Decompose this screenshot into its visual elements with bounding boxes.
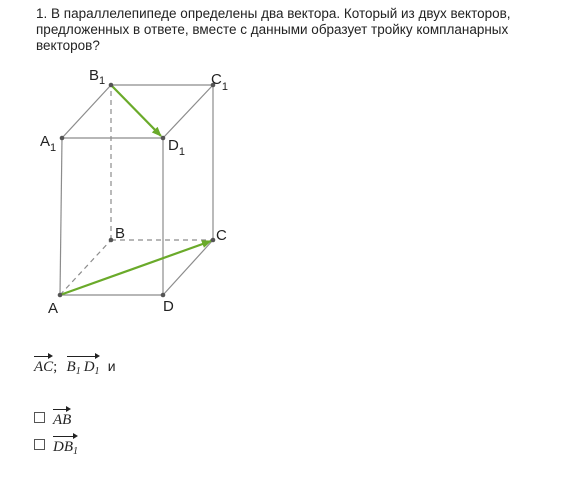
b1d1-letter-d: D bbox=[83, 359, 95, 375]
given-vector-b1d1 bbox=[67, 352, 100, 377]
edge-C1-D1 bbox=[163, 85, 213, 138]
db1-sub: 1 bbox=[73, 446, 78, 457]
question-text: 1. В параллелепипеде определены два вектора. Который из двух векторов, предложенных в ответе, вместе с данными образует тройку компланарных векторов? bbox=[36, 6, 511, 53]
visible-edges bbox=[60, 85, 213, 295]
vector-arrow-ac: AC bbox=[34, 352, 53, 376]
option-db1[interactable] bbox=[34, 432, 78, 457]
vector-arrow-b1d1 bbox=[67, 352, 100, 377]
b1d1-sub-1: 1 bbox=[75, 366, 81, 377]
vector-arrow-db1 bbox=[53, 432, 78, 457]
vertex-dots bbox=[58, 83, 216, 298]
given-vector-ac bbox=[34, 352, 53, 376]
option-ab-checkbox[interactable] bbox=[34, 412, 45, 423]
vertex-dot-C bbox=[211, 238, 216, 243]
label-A: A bbox=[48, 300, 59, 317]
hidden-edges bbox=[60, 85, 213, 295]
vertex-dot-B1 bbox=[109, 83, 114, 88]
label-D1: $D_1$ bbox=[168, 137, 185, 158]
label-B1: $B_1$ bbox=[89, 67, 106, 87]
separator: ; bbox=[53, 359, 58, 375]
edge-A1-B1 bbox=[62, 85, 111, 138]
given-vectors bbox=[34, 352, 116, 377]
vertex-dot-A1 bbox=[60, 136, 65, 141]
label-B: B bbox=[115, 225, 126, 242]
option-db1-checkbox[interactable] bbox=[34, 439, 45, 450]
vector-B1D1 bbox=[111, 85, 161, 136]
db1-letters: DB bbox=[53, 439, 73, 455]
conjunction: и bbox=[107, 358, 116, 374]
vector-arrow-ab: AB bbox=[53, 405, 71, 429]
option-ab-label bbox=[53, 405, 71, 429]
label-C: C bbox=[216, 227, 227, 244]
vertex-dot-A bbox=[58, 293, 63, 298]
vertex-dot-D1 bbox=[161, 136, 166, 141]
edge-A-A1 bbox=[60, 138, 62, 295]
label-A1: $A_1$ bbox=[40, 133, 57, 154]
label-C1: $C_1$ bbox=[211, 71, 228, 93]
option-db1-label bbox=[53, 432, 78, 457]
option-ab[interactable] bbox=[34, 405, 71, 429]
b1d1-letter-b: B bbox=[66, 359, 76, 375]
label-D: D bbox=[163, 298, 174, 315]
vertex-dot-B bbox=[109, 238, 114, 243]
vertex-dot-D bbox=[161, 293, 166, 298]
b1d1-sub-2: 1 bbox=[94, 366, 100, 377]
